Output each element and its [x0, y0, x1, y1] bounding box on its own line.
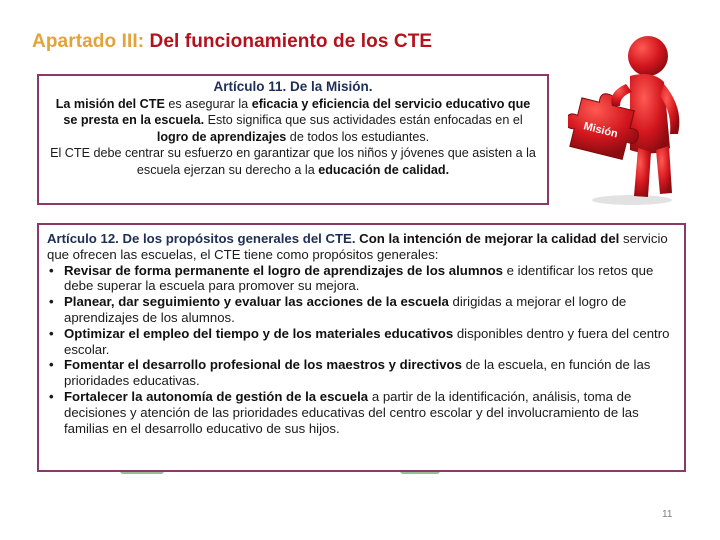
text-fragment: Esto significa que sus actividades están enfocadas en el	[204, 113, 523, 128]
article-12-heading: Artículo 12. De los propósitos generales del CTE.	[47, 231, 356, 246]
list-item	[47, 263, 676, 295]
article-12-box	[37, 223, 686, 472]
title-text: Del funcionamiento de los CTE	[149, 31, 433, 52]
text-fragment: de todos los estudiantes.	[286, 129, 430, 144]
title-section: Apartado III:	[32, 31, 145, 52]
eficacia-text: eficacia y eficiencia del servicio educativo que se presta en la escuela.	[63, 96, 531, 128]
list-item	[47, 294, 676, 326]
item-bold: Planear, dar seguimiento y evaluar las acciones de la escuela	[64, 294, 449, 310]
mision-cte-text: La misión del CTE	[55, 96, 165, 111]
item-text: e identificar los retos que debe superar la escuela para promover su mejora.	[64, 262, 654, 294]
article-12-intro	[47, 231, 676, 263]
bullet-icon: •	[49, 294, 54, 310]
item-text: a partir de la identificación, análisis, toma de decisiones y atención de las prioridades educativas del centro escolar y del involucramiento de las familias en el desarrollo educativo de sus hijos.	[64, 388, 639, 436]
logro-aprendizajes-text: logro de aprendizajes	[156, 129, 287, 144]
puzzle-label: Misión	[582, 120, 619, 141]
item-bold: Fomentar el desarrollo profesional de los maestros y directivos	[64, 357, 462, 373]
purposes-list	[47, 263, 676, 437]
bullet-icon: •	[49, 388, 54, 404]
article-11-paragraph-2	[47, 145, 539, 178]
bullet-icon: •	[49, 262, 54, 278]
article-11-box	[37, 74, 549, 205]
item-bold: Optimizar el empleo del tiempo y de los materiales educativos	[64, 325, 454, 341]
text-fragment: servicio que ofrecen las escuelas, el CTE tiene como propósitos generales:	[47, 231, 668, 262]
educacion-calidad-text: educación de calidad.	[318, 162, 450, 177]
bullet-icon: •	[49, 357, 54, 373]
item-text: de la escuela, en función de las prioridades educativas.	[64, 357, 651, 389]
bullet-icon: •	[49, 325, 54, 341]
text-fragment: El CTE debe centrar su esfuerzo en garantizar que los niños y jóvenes que asisten a la escuela ejerzan su derecho a la	[50, 146, 536, 177]
list-item	[47, 357, 676, 389]
item-bold: Fortalecer la autonomía de gestión de la escuela	[64, 388, 369, 404]
item-text: dirigidas a mejorar el logro de aprendizajes de los alumnos.	[64, 294, 627, 325]
article-11-heading: Artículo 11. De la Misión.	[213, 79, 373, 94]
list-item	[47, 389, 676, 436]
item-bold: Revisar de forma permanente el logro de aprendizajes de los alumnos	[64, 262, 503, 278]
item-text: disponibles dentro y fuera del centro escolar.	[64, 325, 670, 357]
mision-figure-icon	[568, 30, 692, 208]
slide-title	[32, 31, 432, 53]
text-fragment: es asegurar la	[164, 96, 252, 111]
list-item	[47, 326, 676, 358]
text-fragment: Con la intención de mejorar la calidad del	[355, 231, 620, 246]
article-11-paragraph-1	[47, 96, 539, 146]
page-number: 11	[662, 509, 673, 520]
